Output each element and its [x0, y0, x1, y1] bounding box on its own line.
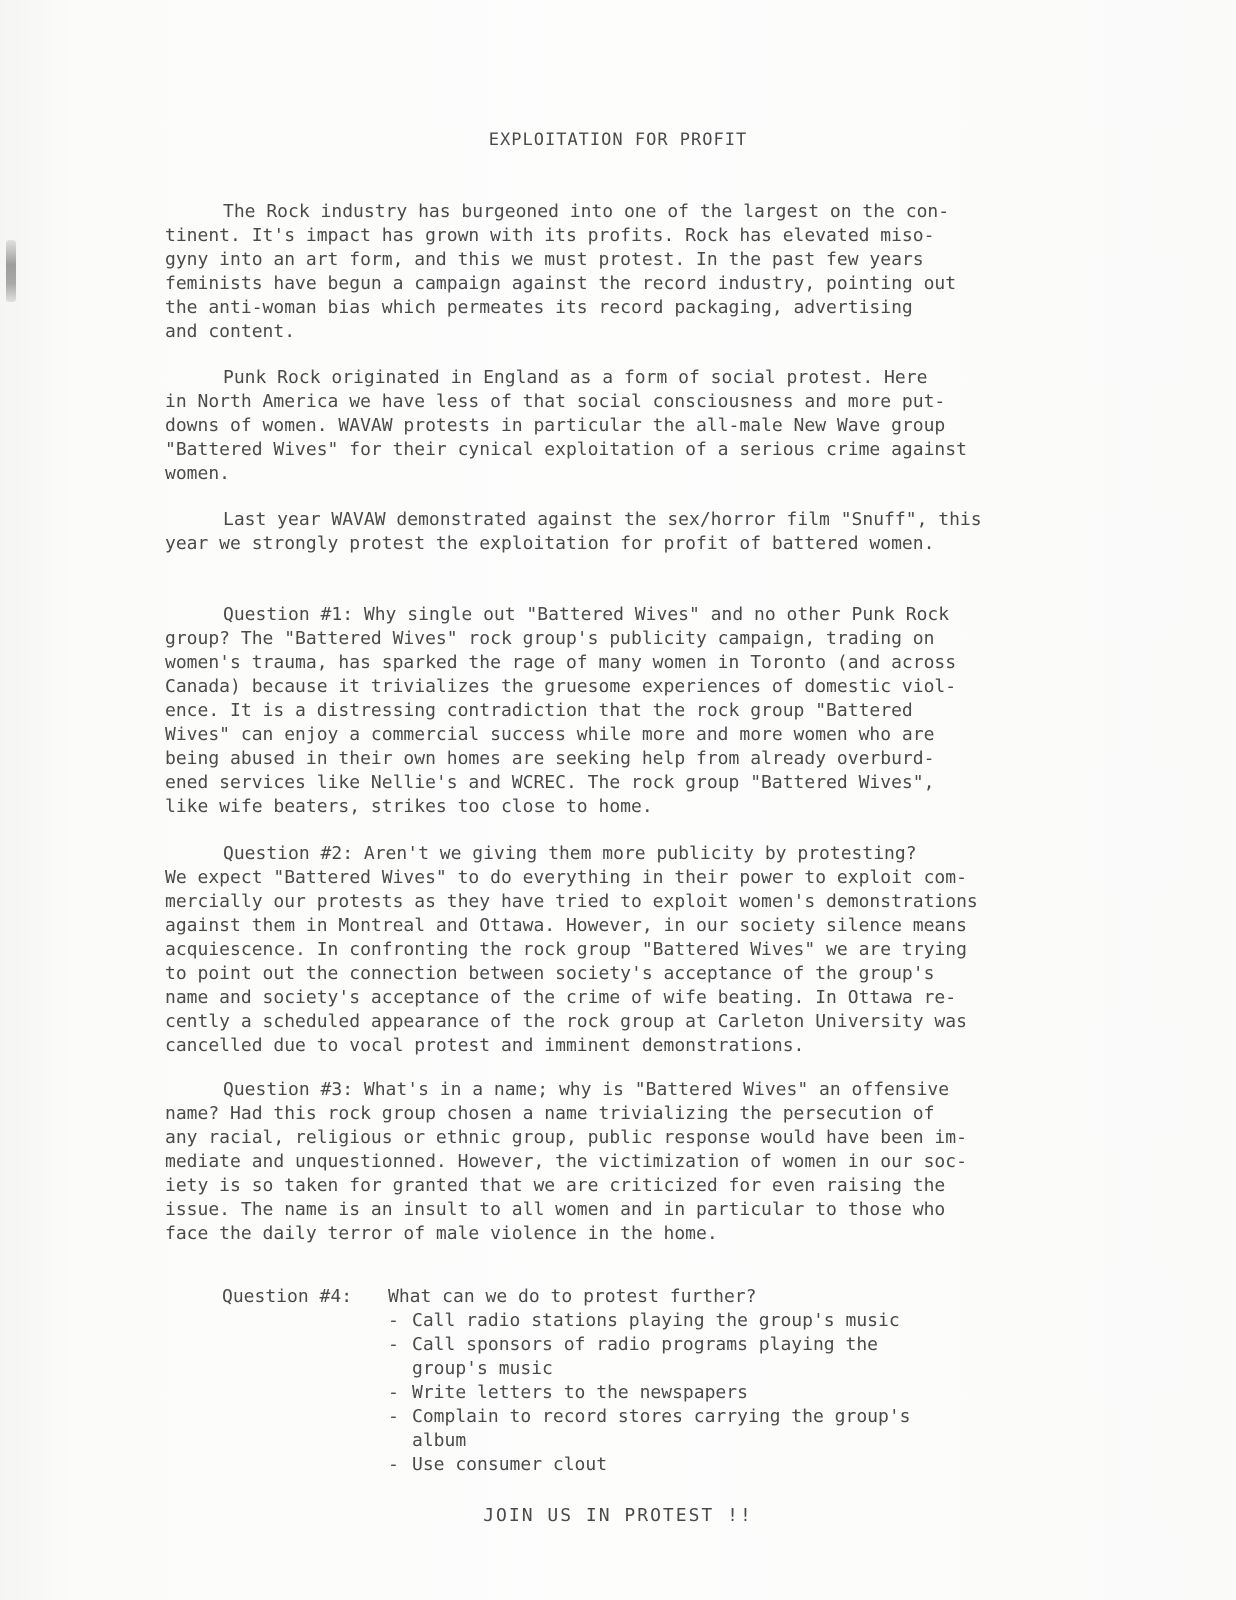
action-text: Call radio stations playing the group's music [412, 1310, 900, 1331]
action-text: album [412, 1430, 467, 1451]
action-text: Use consumer clout [412, 1454, 608, 1475]
question-4-prompt: What can we do to protest further? [388, 1286, 757, 1307]
document-title: EXPLOITATION FOR PROFIT [488, 130, 748, 150]
text-line: like wife beaters, strikes too close to home. [165, 796, 653, 817]
text-line: Wives" can enjoy a commercial success while more and more women who are [165, 724, 935, 745]
question-4-label: Question #4: [222, 1286, 353, 1307]
paragraph-snuff [165, 508, 1065, 556]
text-line: against them in Montreal and Ottawa. However, in our society silence means [165, 915, 967, 936]
text-line: Question #3: What's in a name; why is "Battered Wives" an offensive [223, 1079, 950, 1100]
text-line: ened services like Nellie's and WCREC. The rock group "Battered Wives", [165, 772, 935, 793]
text-line: We expect "Battered Wives" to do everything in their power to exploit com- [165, 867, 967, 888]
text-line: to point out the connection between society's acceptance of the group's [165, 963, 935, 984]
text-line: group? The "Battered Wives" rock group's publicity campaign, trading on [165, 628, 935, 649]
text-line: cancelled due to vocal protest and imminent demonstrations. [165, 1035, 805, 1056]
text-line: iety is so taken for granted that we are criticized for even raising the [165, 1175, 946, 1196]
text-line: women's trauma, has sparked the rage of many women in Toronto (and across [165, 652, 957, 673]
question-4-body [388, 1285, 1008, 1477]
paragraph-punk-rock [165, 366, 1065, 486]
question-3 [165, 1078, 1065, 1246]
action-item [388, 1309, 1008, 1333]
action-item [388, 1405, 1008, 1453]
scan-edge-mark [6, 240, 16, 302]
text-line: Last year WAVAW demonstrated against the sex/horror film "Snuff", this [223, 509, 982, 530]
text-line: year we strongly protest the exploitation for profit of battered women. [165, 533, 935, 554]
text-line: ence. It is a distressing contradiction that the rock group "Battered [165, 700, 913, 721]
action-item [388, 1453, 1008, 1477]
text-line: the anti-woman bias which permeates its record packaging, advertising [165, 297, 913, 318]
action-text: Complain to record stores carrying the group's [412, 1406, 911, 1427]
action-text: group's music [412, 1358, 553, 1379]
text-line: face the daily terror of male violence in the home. [165, 1223, 718, 1244]
text-line: downs of women. WAVAW protests in particular the all-male New Wave group [165, 415, 946, 436]
text-line: any racial, religious or ethnic group, public response would have been im- [165, 1127, 967, 1148]
dash-bullet: - [388, 1406, 399, 1427]
text-line: mediate and unquestionned. However, the victimization of women in our soc- [165, 1151, 967, 1172]
text-line: tinent. It's impact has grown with its profits. Rock has elevated miso- [165, 225, 935, 246]
text-line: Question #1: Why single out "Battered Wives" and no other Punk Rock [223, 604, 950, 625]
text-line: cently a scheduled appearance of the rock group at Carleton University was [165, 1011, 967, 1032]
text-line: being abused in their own homes are seeking help from already overburd- [165, 748, 935, 769]
text-line: acquiescence. In confronting the rock group "Battered Wives" we are trying [165, 939, 967, 960]
question-2 [165, 842, 1065, 1058]
action-item [388, 1381, 1008, 1405]
question-1 [165, 603, 1065, 819]
text-line: name and society's acceptance of the crime of wife beating. In Ottawa re- [165, 987, 957, 1008]
action-item [388, 1333, 1008, 1381]
text-line: The Rock industry has burgeoned into one of the largest on the con- [223, 201, 950, 222]
text-line: "Battered Wives" for their cynical exploitation of a serious crime against [165, 439, 967, 460]
text-line: Punk Rock originated in England as a form of social protest. Here [223, 367, 928, 388]
dash-bullet: - [388, 1334, 399, 1355]
text-line: and content. [165, 321, 296, 342]
text-line: gyny into an art form, and this we must protest. In the past few years [165, 249, 924, 270]
text-line: mercially our protests as they have tried to exploit women's demonstrations [165, 891, 978, 912]
dash-bullet: - [388, 1382, 399, 1403]
text-line: Canada) because it trivializes the gruesome experiences of domestic viol- [165, 676, 957, 697]
text-line: in North America we have less of that social consciousness and more put- [165, 391, 946, 412]
text-line: issue. The name is an insult to all women and in particular to those who [165, 1199, 946, 1220]
text-line: feminists have begun a campaign against the record industry, pointing out [165, 273, 957, 294]
text-line: women. [165, 463, 231, 484]
text-line: Question #2: Aren't we giving them more publicity by protesting? [223, 843, 917, 864]
paragraph-intro [165, 200, 1065, 344]
text-line: name? Had this rock group chosen a name trivializing the persecution of [165, 1103, 935, 1124]
action-text: Call sponsors of radio programs playing the [412, 1334, 878, 1355]
closing-call-to-action: JOIN US IN PROTEST !! [483, 1505, 753, 1526]
dash-bullet: - [388, 1310, 399, 1331]
dash-bullet: - [388, 1454, 399, 1475]
action-text: Write letters to the newspapers [412, 1382, 748, 1403]
